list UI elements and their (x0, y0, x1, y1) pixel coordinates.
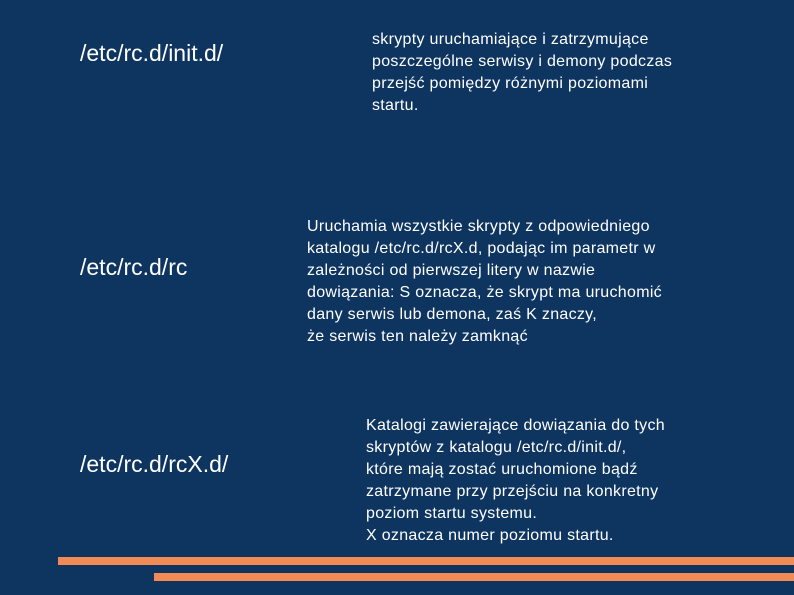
accent-bar-top (58, 557, 794, 565)
description-rcx-d: Katalogi zawierające dowiązania do tych skryptów z katalogu /etc/rc.d/init.d/, które mają zostać uruchomione bądź zatrzymane przy przejściu na konkretny poziom startu systemu. X oznacza numer poziomu startu. (366, 417, 665, 544)
term-init-d: /etc/rc.d/init.d/ (80, 40, 224, 66)
description-rc: Uruchamia wszystkie skrypty z odpowiedniego katalogu /etc/rc.d/rcX.d, podając im parametr w zależności od pierwszej litery w nazwie dowiązania: S oznacza, że skrypt ma uruchomić dany serwis lub demona, zaś K znaczy, że serwis ten należy zamknąć (307, 218, 662, 345)
term-rcx-d: /etc/rc.d/rcX.d/ (80, 451, 229, 477)
description-init-d: skrypty uruchamiające i zatrzymujące poszczególne serwisy i demony podczas przejść pomiędzy różnymi poziomami startu. (372, 31, 673, 114)
term-rc: /etc/rc.d/rc (80, 254, 188, 280)
accent-bar-bottom (154, 573, 794, 581)
